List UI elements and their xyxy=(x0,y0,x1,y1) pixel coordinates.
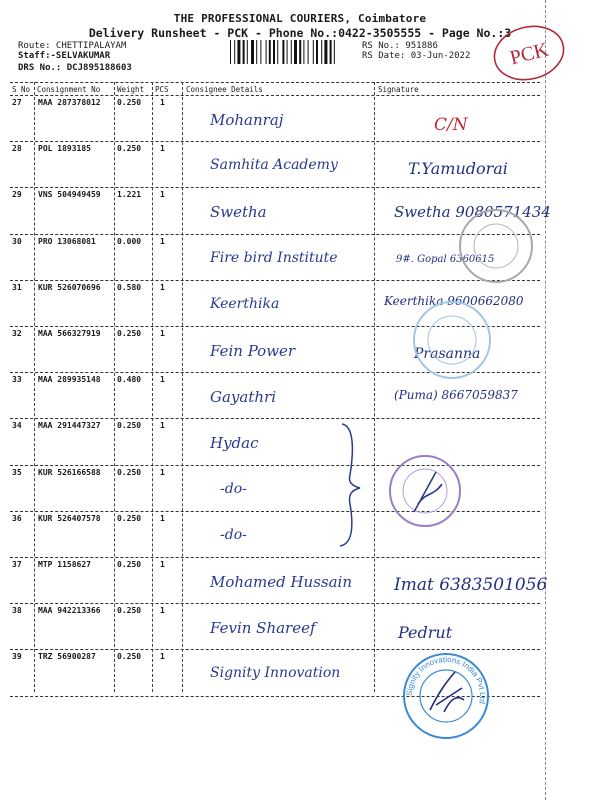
row-sno: 27 xyxy=(12,98,22,107)
row-pcs: 1 xyxy=(160,236,165,246)
row-sno: 32 xyxy=(12,329,22,338)
row-separator xyxy=(10,418,540,419)
row-sno: 34 xyxy=(12,421,22,431)
row-sno: 29 xyxy=(12,190,22,200)
row-separator xyxy=(10,603,540,604)
signity-stamp xyxy=(400,650,492,742)
row-signature: 9#. Gopal 6360615 xyxy=(396,253,495,265)
row-consignee: -do- xyxy=(220,480,247,497)
row-consignee: Keerthika xyxy=(210,295,280,312)
row-pcs: 1 xyxy=(160,606,165,616)
col-header-sno: S No xyxy=(12,85,31,94)
row-pcs: 1 xyxy=(160,329,165,338)
row-signature: C/N xyxy=(434,115,468,135)
row-consignment-no: MAA 942213366 xyxy=(38,606,101,616)
row-sno: 39 xyxy=(12,652,22,662)
row-consignment-no: PRO 13068081 xyxy=(38,236,96,246)
row-weight: 1.221 xyxy=(117,190,142,200)
row-weight: 0.250 xyxy=(117,652,142,662)
col-header-consignment: Consignment No xyxy=(37,85,101,94)
runsheet-table xyxy=(10,82,551,692)
row-consignee: Fire bird Institute xyxy=(210,249,338,266)
row-signature: Keerthika 9600662080 xyxy=(384,293,524,308)
row-pcs: 1 xyxy=(160,190,165,200)
row-pcs: 1 xyxy=(160,652,165,662)
row-sno: 28 xyxy=(12,144,22,154)
row-consignment-no: MTP 1158627 xyxy=(38,560,91,569)
row-weight: 0.250 xyxy=(117,329,142,338)
row-weight: 0.250 xyxy=(117,513,142,523)
col-header-consignee: Consignee Details xyxy=(186,85,263,94)
drs-number: DRS No.: DCJ895188603 xyxy=(18,63,132,73)
row-consignment-no: KUR 526407578 xyxy=(38,513,101,523)
row-consignment-no: MAA 287378012 xyxy=(38,98,101,107)
row-consignment-no: MAA 289935148 xyxy=(38,375,101,385)
row-consignment-no: KUR 526070696 xyxy=(38,282,101,292)
rs-date: RS Date: 03-Jun-2022 xyxy=(362,51,471,61)
violet-stamp xyxy=(386,452,464,530)
col-divider xyxy=(152,82,153,692)
col-divider xyxy=(34,82,35,692)
row-sno: 30 xyxy=(12,236,22,246)
row-pcs: 1 xyxy=(160,513,165,523)
row-consignee: Swetha xyxy=(210,203,267,222)
row-pcs: 1 xyxy=(160,421,165,431)
signity-stamp-text: Signity Innovations India Pvt Ltd xyxy=(404,654,488,705)
row-sno: 37 xyxy=(12,560,22,569)
table-header-rule xyxy=(10,95,540,96)
row-consignee: Samhita Academy xyxy=(210,157,338,174)
row-weight: 0.000 xyxy=(117,236,142,246)
row-signature: Pedrut xyxy=(398,623,453,643)
row-consignment-no: KUR 526166588 xyxy=(38,467,101,477)
row-consignee: Fein Power xyxy=(210,342,296,360)
company-title: THE PROFESSIONAL COURIERS, Coimbatore xyxy=(173,12,427,25)
col-header-signature: Signature xyxy=(378,85,419,94)
row-signature: Prasanna xyxy=(414,346,481,362)
row-signature: (Puma) 8667059837 xyxy=(394,388,518,403)
row-consignment-no: MAA 291447327 xyxy=(38,421,101,431)
row-weight: 0.480 xyxy=(117,375,142,385)
runsheet-title: Delivery Runsheet - PCK - Phone No.:0422-3505555 - Page No.:3 xyxy=(88,26,512,40)
faded-stamp-1 xyxy=(456,206,536,286)
col-header-pcs: PCS xyxy=(155,85,169,94)
row-signature: Swetha 9080571434 xyxy=(394,203,551,222)
pck-stamp-text: PCK xyxy=(507,38,551,70)
table-top-rule xyxy=(10,82,540,83)
row-weight: 0.250 xyxy=(117,467,142,477)
row-separator xyxy=(10,187,540,188)
right-margin-line xyxy=(545,0,546,800)
row-consignee: Signity Innovation xyxy=(210,665,341,682)
row-pcs: 1 xyxy=(160,375,165,385)
row-consignee: Gayathri xyxy=(210,388,276,407)
staff-label: Staff:-SELVAKUMAR xyxy=(18,51,111,61)
row-sno: 33 xyxy=(12,375,22,385)
row-weight: 0.250 xyxy=(117,560,142,569)
col-divider xyxy=(114,82,115,692)
row-consignee: Fevin Shareef xyxy=(210,619,316,638)
row-weight: 0.250 xyxy=(117,98,142,107)
row-signature: Imat 6383501056 xyxy=(394,575,548,595)
row-pcs: 1 xyxy=(160,560,165,569)
col-divider xyxy=(374,82,375,692)
row-sno: 31 xyxy=(12,282,22,292)
row-consignment-no: TRZ 56900287 xyxy=(38,652,96,662)
row-weight: 0.580 xyxy=(117,282,142,292)
row-consignment-no: MAA 566327919 xyxy=(38,329,101,338)
row-consignment-no: VNS 504949459 xyxy=(38,190,101,200)
row-sno: 36 xyxy=(12,513,22,523)
faded-stamp-2 xyxy=(410,298,494,382)
row-consignee: -do- xyxy=(220,526,247,543)
row-pcs: 1 xyxy=(160,98,165,107)
row-pcs: 1 xyxy=(160,467,165,477)
row-consignee: Hydac xyxy=(210,434,259,453)
group-brace xyxy=(336,420,366,550)
pck-stamp xyxy=(490,22,568,84)
row-consignment-no: POL 1893185 xyxy=(38,144,91,154)
route-label: Route: CHETTIPALAYAM xyxy=(18,41,127,51)
row-pcs: 1 xyxy=(160,144,165,154)
row-consignee: Mohamed Hussain xyxy=(210,573,353,591)
col-header-weight: Weight xyxy=(117,85,145,94)
row-separator xyxy=(10,557,540,558)
row-sno: 38 xyxy=(12,606,22,616)
rs-number: RS No.: 951886 xyxy=(362,41,438,51)
row-separator xyxy=(10,141,540,142)
row-sno: 35 xyxy=(12,467,22,477)
row-signature: T.Yamudorai xyxy=(408,159,508,179)
row-weight: 0.250 xyxy=(117,144,142,154)
svg-text:Signity Innovations India Pvt xyxy=(405,655,487,704)
row-weight: 0.250 xyxy=(117,421,142,431)
barcode-image xyxy=(228,40,356,64)
row-weight: 0.250 xyxy=(117,606,142,616)
row-consignee: Mohanraj xyxy=(210,111,284,129)
row-pcs: 1 xyxy=(160,282,165,292)
col-divider xyxy=(182,82,183,692)
